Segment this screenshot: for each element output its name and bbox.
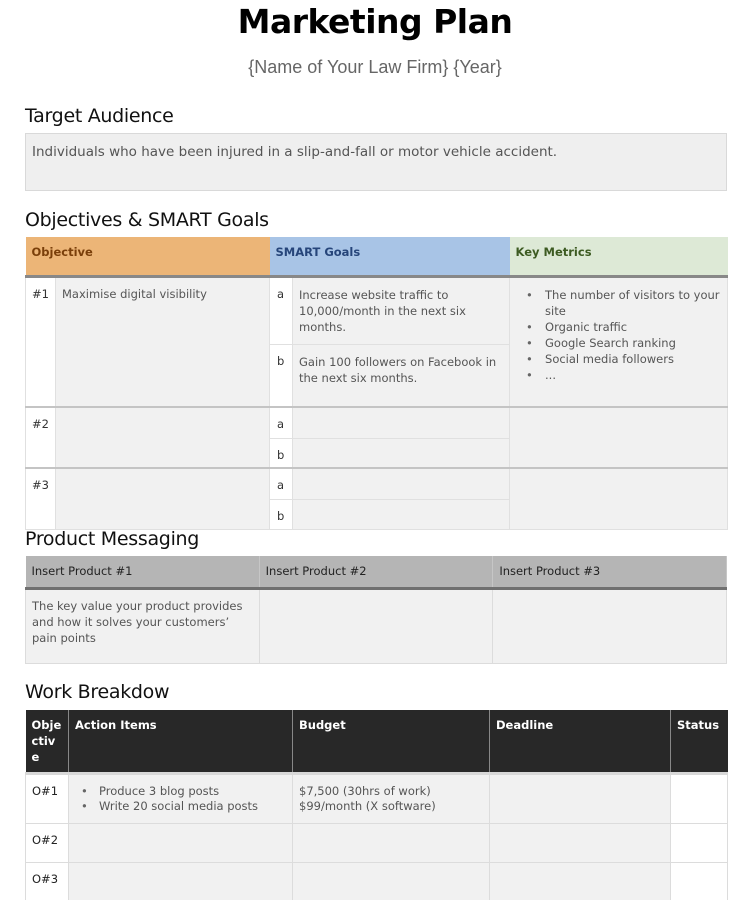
budget-line: $99/month (X software) — [299, 799, 436, 813]
col-header-objective: Objective — [26, 237, 270, 276]
objective-text[interactable] — [56, 407, 270, 468]
status-cell[interactable] — [671, 863, 728, 900]
col-header-action-items: Action Items — [69, 710, 293, 774]
col-header-status: Status — [671, 710, 728, 774]
col-header-budget: Budget — [293, 710, 490, 774]
work-row — [26, 824, 728, 863]
status-cell[interactable] — [671, 824, 728, 863]
product-3-message[interactable] — [493, 588, 727, 663]
metric-item: • Social media followers — [526, 351, 721, 367]
objectives-heading: Objectives & SMART Goals — [25, 209, 269, 231]
key-metrics-list — [516, 287, 721, 383]
budget-cell[interactable] — [293, 824, 490, 863]
product-2-header[interactable]: Insert Product #2 — [259, 556, 493, 588]
product-3-header[interactable]: Insert Product #3 — [493, 556, 727, 588]
page-subtitle[interactable]: {Name of Your Law Firm} {Year} — [248, 57, 502, 77]
target-audience-field[interactable]: Individuals who have been injured in a slip-and-fall or motor vehicle accident. — [25, 133, 727, 191]
product-2-message[interactable] — [259, 588, 493, 663]
objective-row-3 — [26, 468, 728, 499]
action-items-cell[interactable] — [69, 863, 293, 900]
product-1-header[interactable]: Insert Product #1 — [26, 556, 260, 588]
action-items-cell[interactable] — [69, 774, 293, 824]
goal-text[interactable] — [293, 499, 510, 529]
budget-cell[interactable] — [293, 774, 490, 824]
work-objective: O#3 — [26, 863, 69, 900]
work-row — [26, 774, 728, 824]
key-metrics-cell[interactable] — [510, 468, 728, 529]
budget-cell[interactable] — [293, 863, 490, 900]
deadline-cell[interactable] — [490, 774, 671, 824]
goal-letter: a — [270, 276, 293, 344]
objective-text[interactable]: Maximise digital visibility — [56, 276, 270, 407]
objective-row-2 — [26, 407, 728, 438]
metric-item: • Organic traffic — [526, 319, 721, 335]
objective-number: #3 — [26, 468, 56, 529]
goal-letter: b — [270, 499, 293, 529]
key-metrics-cell[interactable] — [510, 276, 728, 407]
work-objective: O#1 — [26, 774, 69, 824]
product-1-message[interactable]: The key value your product provides and how it solves your customers’ pain points — [26, 588, 260, 663]
goal-text[interactable]: Gain 100 followers on Facebook in the next six months. — [293, 344, 510, 407]
target-audience-heading: Target Audience — [25, 105, 174, 127]
budget-line: $7,500 (30hrs of work) — [299, 784, 431, 798]
objectives-table — [25, 237, 728, 530]
metric-item: • The number of visitors to your site — [526, 287, 721, 319]
product-messaging-heading: Product Messaging — [25, 528, 200, 550]
col-header-smart-goals: SMART Goals — [270, 237, 510, 276]
metric-item: • Google Search ranking — [526, 335, 721, 351]
deadline-cell[interactable] — [490, 863, 671, 900]
status-cell[interactable] — [671, 774, 728, 824]
work-objective: O#2 — [26, 824, 69, 863]
objective-number: #1 — [26, 276, 56, 407]
action-item: • Write 20 social media posts — [81, 799, 286, 814]
goal-text[interactable] — [293, 407, 510, 438]
objective-number: #2 — [26, 407, 56, 468]
work-row — [26, 863, 728, 900]
col-header-objective: Obje ctive — [26, 710, 69, 774]
col-header-deadline: Deadline — [490, 710, 671, 774]
goal-text[interactable] — [293, 438, 510, 468]
goal-text[interactable] — [293, 468, 510, 499]
product-messaging-table — [25, 556, 727, 664]
objective-text[interactable] — [56, 468, 270, 529]
goal-text[interactable]: Increase website traffic to 10,000/month in the next six months. — [293, 276, 510, 344]
page-title: Marketing Plan — [237, 2, 513, 41]
metric-item: • ... — [526, 367, 721, 383]
work-breakdown-heading: Work Breakdow — [25, 681, 170, 703]
goal-letter: b — [270, 344, 293, 407]
goal-letter: b — [270, 438, 293, 468]
deadline-cell[interactable] — [490, 824, 671, 863]
key-metrics-cell[interactable] — [510, 407, 728, 468]
work-breakdown-table — [25, 710, 728, 900]
goal-letter: a — [270, 407, 293, 438]
action-item: • Produce 3 blog posts — [81, 784, 286, 799]
goal-letter: a — [270, 468, 293, 499]
col-header-key-metrics: Key Metrics — [510, 237, 728, 276]
action-items-cell[interactable] — [69, 824, 293, 863]
objective-row-1 — [26, 276, 728, 344]
